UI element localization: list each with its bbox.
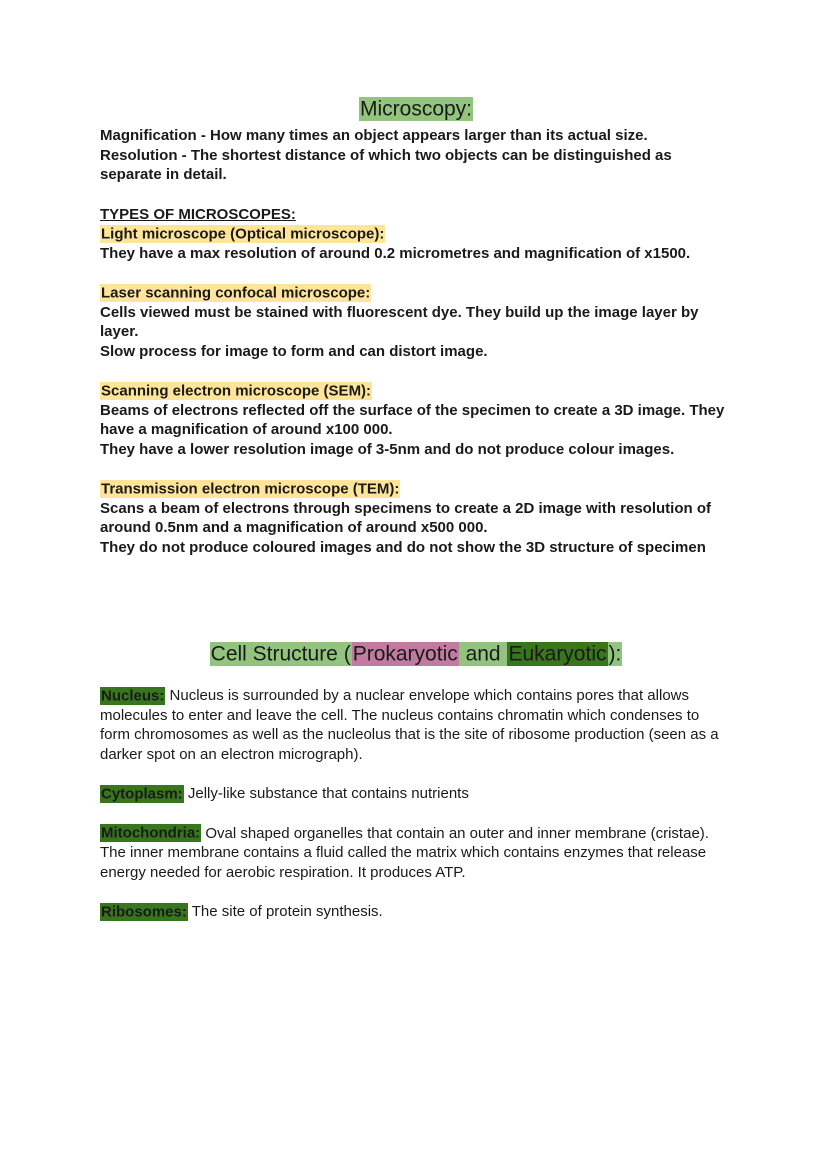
cytoplasm-label-highlight: Cytoplasm:	[101, 785, 183, 802]
microscopy-heading	[100, 95, 732, 122]
microscope-type-line: Slow process for image to form and can distort image.	[100, 342, 488, 360]
definition-magnification	[100, 126, 732, 146]
microscope-type-sem	[100, 381, 732, 459]
types-of-microscopes-label: TYPES OF MICROSCOPES:	[100, 205, 296, 223]
mitochondria-label-highlight: Mitochondria:	[101, 824, 201, 842]
microscope-type-line: They have a lower resolution image of 3-5nm and do not produce colour images.	[100, 440, 675, 458]
microscope-type-line: Beams of electrons reflected off the surface of the specimen to create a 3D image. They have a magnification of around x100 000.	[100, 401, 725, 438]
types-of-microscopes-heading	[100, 205, 732, 225]
notes-content	[100, 0, 732, 922]
definition-magnification-text: - How many times an object appears larger than its actual size.	[196, 127, 648, 144]
microscope-type-tem	[100, 479, 732, 557]
light-microscope-heading-highlight: Light microscope (Optical microscope):	[101, 225, 385, 242]
microscopy-heading-highlight: Microscopy:	[359, 97, 473, 120]
organelle-mitochondria	[100, 824, 732, 883]
nucleus-description: Nucleus is surrounded by a nuclear envelope which contains pores that allows molecules to enter and leave the cell. The nucleus contains chromatin which condenses to form chromosomes as well as the nucleolus that is the site of ribosome production (seen as a darker spot on an electron micrograph).	[100, 687, 719, 763]
cell-structure-heading-part: Cell Structure (	[210, 642, 351, 665]
microscope-type-heading	[100, 224, 732, 244]
organelle-cytoplasm	[100, 784, 732, 804]
sem-heading-highlight: Scanning electron microscope (SEM):	[101, 382, 372, 399]
microscope-type-heading	[100, 283, 732, 303]
nucleus-label-highlight: Nucleus:	[101, 687, 165, 704]
term-resolution: Resolution	[100, 146, 178, 164]
definitions-paragraph	[100, 126, 732, 185]
microscope-type-line: They do not produce coloured images and do not show the 3D structure of specimen	[100, 538, 706, 556]
tem-heading-highlight: Transmission electron microscope (TEM):	[101, 480, 400, 497]
cell-structure-heading-part: and	[459, 642, 507, 665]
prokaryotic-highlight: Prokaryotic	[352, 642, 458, 665]
definition-resolution-text: - The shortest distance of which two objects can be distinguished as separate in detail.	[100, 146, 672, 183]
mitochondria-description: Oval shaped organelles that contain an outer and inner membrane (cristae). The inner membrane contains a fluid called the matrix which contains enzymes that release energy needed for aerobic respiration. It produces ATP.	[100, 824, 709, 881]
microscope-type-heading	[100, 381, 732, 401]
organelle-nucleus	[100, 686, 732, 764]
microscope-type-laser-confocal	[100, 283, 732, 361]
laser-confocal-heading-highlight: Laser scanning confocal microscope:	[101, 284, 371, 301]
eukaryotic-highlight: Eukaryotic	[508, 642, 607, 665]
cytoplasm-description: Jelly-like substance that contains nutrients	[187, 785, 469, 802]
ribosomes-label-highlight: Ribosomes:	[101, 903, 187, 920]
ribosomes-description: The site of protein synthesis.	[191, 903, 383, 920]
cell-structure-heading-part: ):	[608, 642, 622, 665]
organelle-ribosomes	[100, 902, 732, 922]
microscope-type-line: Cells viewed must be stained with fluorescent dye. They build up the image layer by layer.	[100, 303, 699, 340]
microscope-type-line: Scans a beam of electrons through specimens to create a 2D image with resolution of around 0.5nm and a magnification of around x500 000.	[100, 499, 711, 536]
cell-structure-heading	[100, 640, 732, 667]
section-microscopy	[100, 95, 732, 557]
microscope-type-line: They have a max resolution of around 0.2 micrometres and magnification of x1500.	[100, 244, 691, 262]
term-magnification: Magnification	[100, 127, 197, 144]
microscope-type-light	[100, 224, 732, 263]
definition-resolution	[100, 146, 732, 185]
section-cell-structure	[100, 640, 732, 922]
microscope-type-heading	[100, 479, 732, 499]
